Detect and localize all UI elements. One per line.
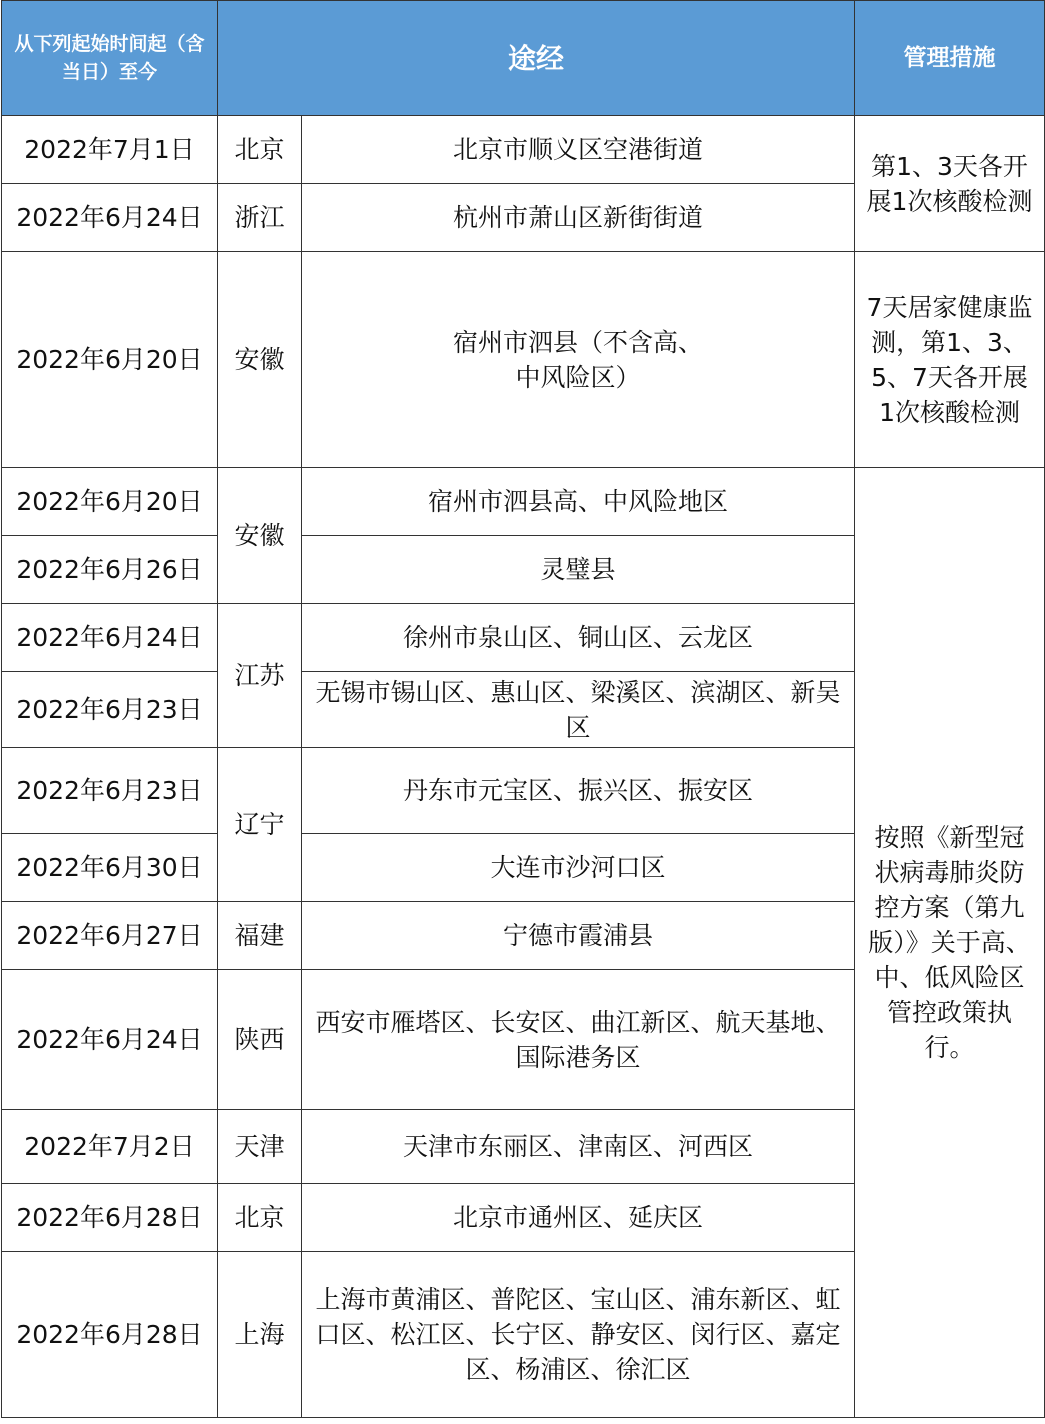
table-row: [2, 252, 1045, 468]
header-route: 途经: [218, 1, 855, 116]
area-cell: 西安市雁塔区、长安区、曲江新区、航天基地、国际港务区: [302, 970, 855, 1110]
table-row: [2, 468, 1045, 536]
province-cell: 福建: [218, 902, 302, 970]
date-cell: 2022年6月23日: [2, 748, 218, 834]
measure-cell: 7天居家健康监测，第1、3、5、7天各开展1次核酸检测: [855, 252, 1045, 468]
date-cell: 2022年6月28日: [2, 1184, 218, 1252]
date-cell: 2022年6月24日: [2, 184, 218, 252]
province-cell: 北京: [218, 116, 302, 184]
date-cell: 2022年6月20日: [2, 468, 218, 536]
area-cell: 无锡市锡山区、惠山区、梁溪区、滨湖区、新吴区: [302, 672, 855, 748]
area-cell: 宿州市泗县（不含高、中风险区）: [302, 252, 855, 468]
area-cell: 宁德市霞浦县: [302, 902, 855, 970]
measure-cell: 第1、3天各开展1次核酸检测: [855, 116, 1045, 252]
area-cell: 丹东市元宝区、振兴区、振安区: [302, 748, 855, 834]
province-cell: 天津: [218, 1110, 302, 1184]
area-cell: 灵璧县: [302, 536, 855, 604]
area-cell: 宿州市泗县高、中风险地区: [302, 468, 855, 536]
measure-cell: 按照《新型冠状病毒肺炎防控方案（第九版）》关于高、中、低风险区管控政策执行。: [855, 468, 1045, 1418]
area-cell: 天津市东丽区、津南区、河西区: [302, 1110, 855, 1184]
province-cell: 陕西: [218, 970, 302, 1110]
travel-history-table: [1, 0, 1045, 1418]
table-header-row: [2, 1, 1045, 116]
area-cell: 北京市顺义区空港街道: [302, 116, 855, 184]
date-cell: 2022年6月20日: [2, 252, 218, 468]
province-cell: 安徽: [218, 468, 302, 604]
date-cell: 2022年7月2日: [2, 1110, 218, 1184]
date-cell: 2022年6月23日: [2, 672, 218, 748]
area-cell: 杭州市萧山区新街街道: [302, 184, 855, 252]
province-cell: 江苏: [218, 604, 302, 748]
province-cell: 安徽: [218, 252, 302, 468]
date-cell: 2022年6月24日: [2, 970, 218, 1110]
province-cell: 上海: [218, 1252, 302, 1418]
date-cell: 2022年6月24日: [2, 604, 218, 672]
province-cell: 北京: [218, 1184, 302, 1252]
header-start-date: 从下列起始时间起（含当日）至今: [2, 1, 218, 116]
date-cell: 2022年7月1日: [2, 116, 218, 184]
header-measures: 管理措施: [855, 1, 1045, 116]
table-row: [2, 116, 1045, 184]
area-cell: 北京市通州区、延庆区: [302, 1184, 855, 1252]
date-cell: 2022年6月30日: [2, 834, 218, 902]
date-cell: 2022年6月26日: [2, 536, 218, 604]
province-cell: 浙江: [218, 184, 302, 252]
area-cell: 上海市黄浦区、普陀区、宝山区、浦东新区、虹口区、松江区、长宁区、静安区、闵行区、嘉定区、杨浦区、徐汇区: [302, 1252, 855, 1418]
province-cell: 辽宁: [218, 748, 302, 902]
date-cell: 2022年6月28日: [2, 1252, 218, 1418]
date-cell: 2022年6月27日: [2, 902, 218, 970]
area-cell: 徐州市泉山区、铜山区、云龙区: [302, 604, 855, 672]
area-cell: 大连市沙河口区: [302, 834, 855, 902]
